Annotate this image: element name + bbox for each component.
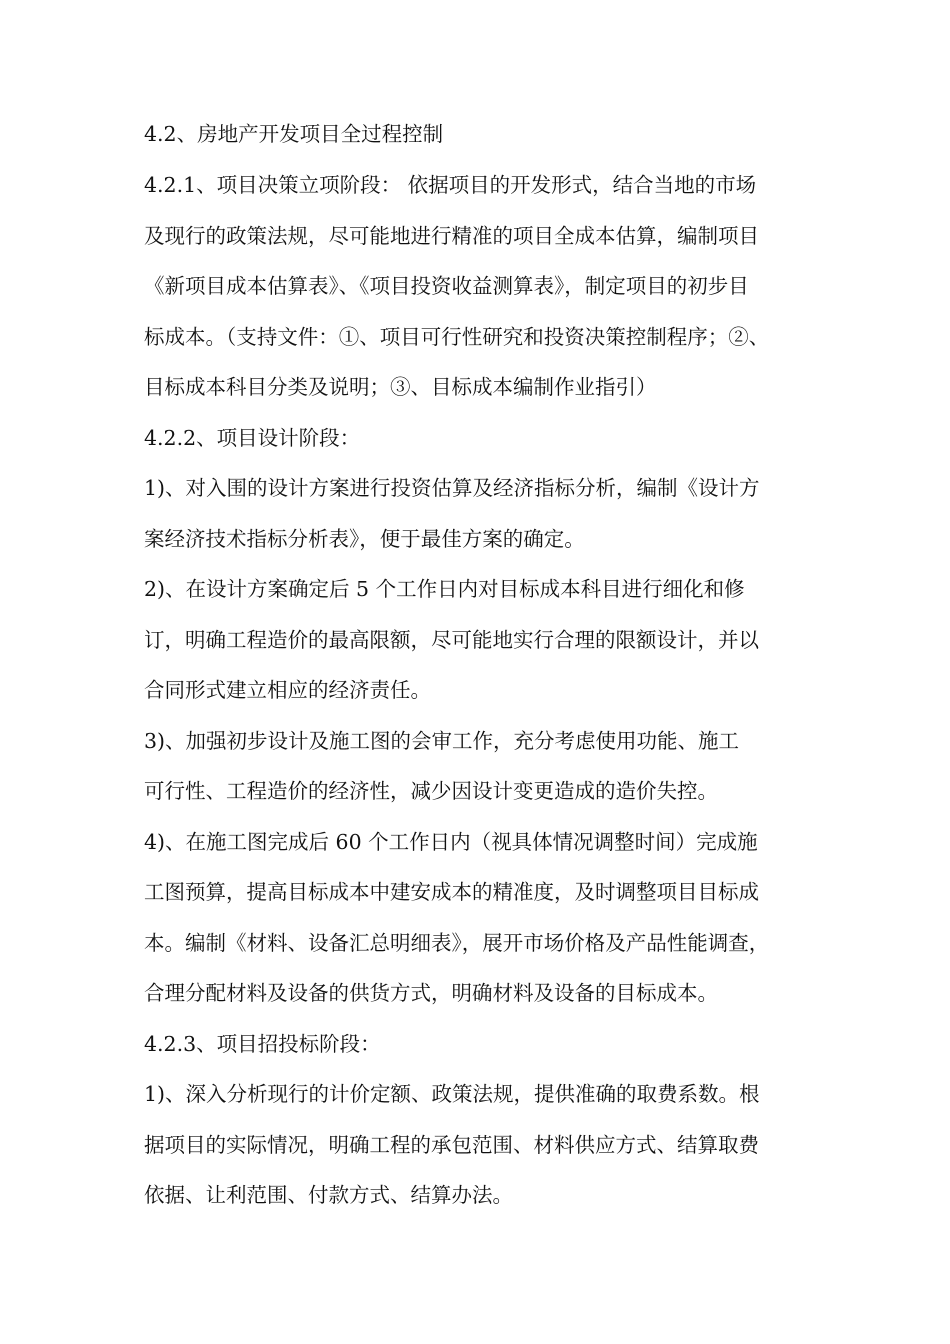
section-heading-4-2: 4.2、房地产开发项目全过程控制 <box>144 122 444 146</box>
paragraph-line: 4.2.1、项目决策立项阶段： 依据项目的开发形式，结合当地的市场 <box>144 173 757 197</box>
paragraph-line: 《新项目成本估算表》、《项目投资收益测算表》，制定项目的初步目 <box>144 274 749 298</box>
paragraph-line: 本。编制《材料、设备汇总明细表》，展开市场价格及产品性能调查， <box>144 931 770 955</box>
paragraph-line: 1)、深入分析现行的计价定额、政策法规，提供准确的取费系数。根 <box>144 1082 760 1106</box>
paragraph-line: 依据、让利范围、付款方式、结算办法。 <box>144 1183 513 1207</box>
paragraph-line: 订，明确工程造价的最高限额，尽可能地实行合理的限额设计，并以 <box>144 628 759 652</box>
paragraph-line: 1)、对入围的设计方案进行投资估算及经济指标分析，编制《设计方 <box>144 476 760 500</box>
paragraph-line: 工图预算，提高目标成本中建安成本的精准度，及时调整项目目标成 <box>144 880 759 904</box>
paragraph-line: 合同形式建立相应的经济责任。 <box>144 678 431 702</box>
paragraph-line: 及现行的政策法规，尽可能地进行精准的项目全成本估算，编制项目 <box>144 224 759 248</box>
section-heading-4-2-3: 4.2.3、项目招投标阶段： <box>144 1032 381 1056</box>
paragraph-line: 目标成本科目分类及说明；③、目标成本编制作业指引） <box>144 375 657 399</box>
paragraph-line: 4)、在施工图完成后 60 个工作日内（视具体情况调整时间）完成施 <box>144 830 758 854</box>
paragraph-line: 案经济技术指标分析表》，便于最佳方案的确定。 <box>144 527 585 551</box>
paragraph-line: 2)、在设计方案确定后 5 个工作日内对目标成本科目进行细化和修 <box>144 577 745 601</box>
section-heading-4-2-2: 4.2.2、项目设计阶段： <box>144 426 361 450</box>
paragraph-line: 合理分配材料及设备的供货方式，明确材料及设备的目标成本。 <box>144 981 718 1005</box>
paragraph-line: 3)、加强初步设计及施工图的会审工作，充分考虑使用功能、施工 <box>144 729 740 753</box>
paragraph-line: 可行性、工程造价的经济性，减少因设计变更造成的造价失控。 <box>144 779 718 803</box>
paragraph-line: 据项目的实际情况，明确工程的承包范围、材料供应方式、结算取费 <box>144 1133 759 1157</box>
paragraph-line: 标成本。（支持文件：①、项目可行性研究和投资决策控制程序；②、 <box>144 325 770 349</box>
